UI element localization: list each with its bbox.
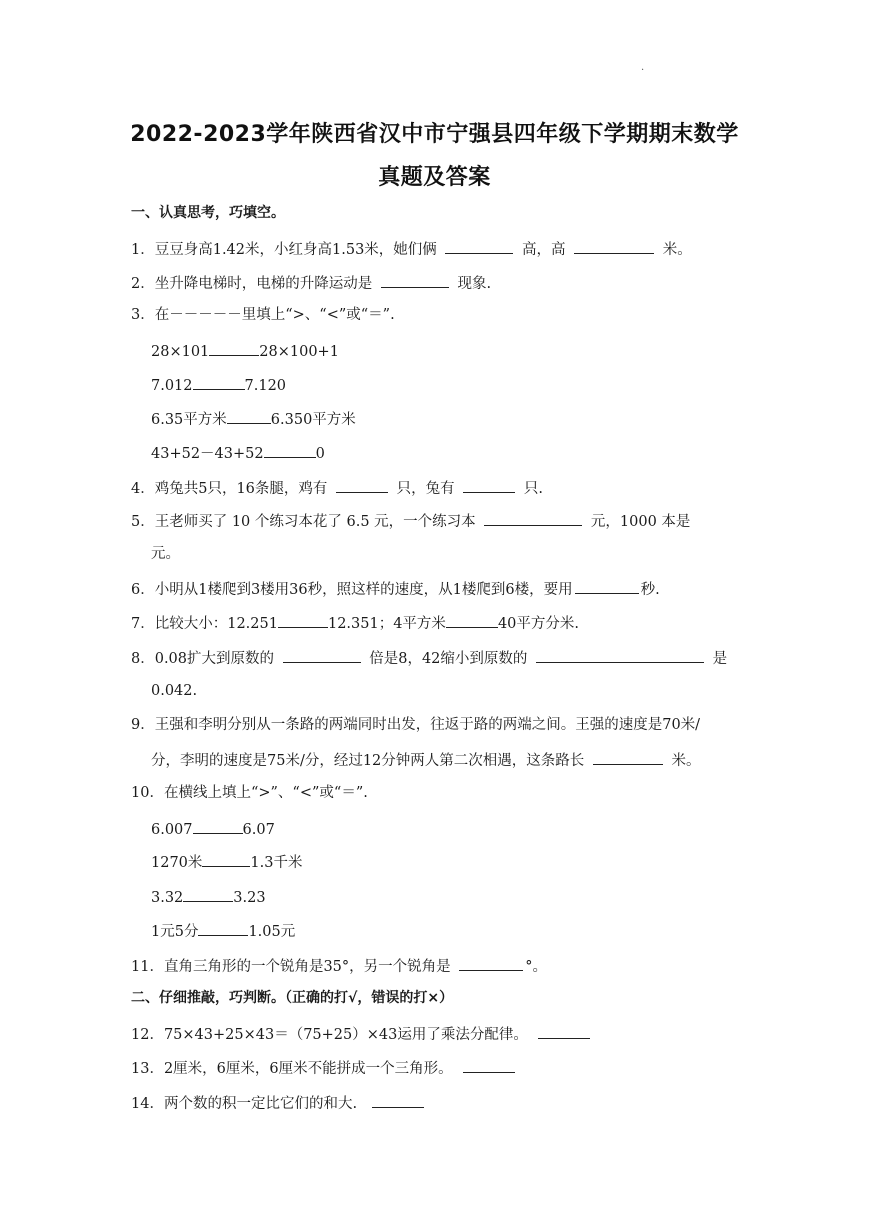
question-13 (131, 1057, 515, 1079)
question-9-cont (151, 749, 701, 771)
q9-text-b: 分，李明的速度是75米/分，经过12分钟两人第二次相遇，这条路长 (151, 753, 585, 769)
q5-text-b: 元，1000 本是 (590, 514, 691, 530)
q3-r3-blank[interactable] (227, 408, 271, 424)
q12-text-a: 12．75×43+25×43＝（75+25）×43运用了乘法分配律。 (131, 1027, 528, 1043)
q11-text-b: °。 (525, 959, 548, 975)
q8-text-b: 倍是8，42缩小到原数的 (369, 651, 528, 667)
question-14 (131, 1092, 424, 1114)
section-heading-1: 一、认真思考，巧填空。 (131, 205, 285, 221)
page-title-line-1: 2022-2023学年陕西省汉中市宁强县四年级下学期期末数学 (130, 122, 739, 147)
q3-r1-right: 28×100+1 (259, 344, 339, 360)
question-8 (131, 647, 727, 669)
q10-r4-right: 1.05元 (248, 924, 296, 940)
question-8-cont: 0.042. (151, 683, 198, 699)
q3-r1-blank[interactable] (209, 340, 259, 356)
question-5-cont: 元。 (151, 546, 180, 562)
q3-row-3 (151, 408, 356, 430)
page-dot: . (641, 62, 645, 73)
q1-text-c: 米。 (662, 242, 692, 258)
q1-text-b: 高，高 (522, 242, 566, 258)
q10-r1-right: 6.07 (242, 822, 275, 838)
q8-text-c: 是 (712, 651, 728, 667)
q8-blank-1[interactable] (283, 647, 361, 663)
question-3: 3．在－－－－－里填上“>、“<”或“＝”. (131, 307, 395, 323)
question-4 (131, 477, 543, 499)
q6-text-a: 6．小明从1楼爬到3楼用36秒，照这样的速度，从1楼爬到6楼，要用 (131, 582, 573, 598)
question-2 (131, 272, 491, 294)
q7-text-a: 7．比较大小：12.251 (131, 616, 278, 632)
q10-r2-left: 1270米 (151, 855, 203, 871)
q3-r3-right: 6.350平方米 (270, 412, 356, 428)
section-heading-2: 二、仔细推敲，巧判断。（正确的打√，错误的打×） (131, 990, 454, 1006)
q13-blank-1[interactable] (463, 1057, 515, 1073)
question-5 (131, 510, 690, 532)
q1-text-a: 1．豆豆身高1.42米，小红身高1.53米，她们俩 (131, 242, 437, 258)
q10-row-2 (151, 851, 302, 873)
q3-r2-blank[interactable] (193, 374, 245, 390)
q3-row-1 (151, 340, 339, 362)
q8-blank-2[interactable] (536, 647, 704, 663)
q5-blank-1[interactable] (484, 510, 582, 526)
q6-text-b: 秒. (640, 582, 660, 598)
q14-blank-1[interactable] (372, 1092, 424, 1108)
q10-r1-blank[interactable] (193, 818, 243, 834)
q11-text-a: 11．直角三角形的一个锐角是35°，另一个锐角是 (131, 959, 451, 975)
q3-r1-left: 28×101 (151, 344, 210, 360)
q10-row-4 (151, 920, 295, 942)
q4-text-a: 4．鸡兔共5只，16条腿，鸡有 (131, 481, 328, 497)
q3-r3-left: 6.35平方米 (151, 412, 227, 428)
q4-blank-1[interactable] (336, 477, 388, 493)
q3-r2-right: 7.120 (244, 378, 287, 394)
q7-text-b: 12.351；4平方米 (327, 616, 446, 632)
q2-text-b: 现象. (457, 276, 492, 292)
q10-r1-left: 6.007 (151, 822, 193, 838)
q3-r4-right: 0 (315, 446, 325, 462)
q10-row-3 (151, 886, 266, 908)
q3-r2-left: 7.012 (151, 378, 193, 394)
q2-text-a: 2．坐升降电梯时，电梯的升降运动是 (131, 276, 373, 292)
q10-r4-left: 1元5分 (151, 924, 199, 940)
q1-blank-1[interactable] (445, 238, 513, 254)
q8-text-a: 8．0.08扩大到原数的 (131, 651, 275, 667)
question-9: 9．王强和李明分别从一条路的两端同时出发，往返于路的两端之间。王强的速度是70米/ (131, 717, 701, 733)
page-title-line-2: 真题及答案 (378, 165, 491, 190)
q14-text-a: 14．两个数的积一定比它们的和大. (131, 1096, 358, 1112)
question-10: 10．在横线上填上“>”、“<”或“＝”. (131, 785, 368, 801)
q2-blank-1[interactable] (381, 272, 449, 288)
q4-blank-2[interactable] (463, 477, 515, 493)
q9-blank-1[interactable] (593, 749, 663, 765)
q10-r2-right: 1.3千米 (250, 855, 303, 871)
q9-text-c: 米。 (671, 753, 701, 769)
q13-text-a: 13．2厘米，6厘米，6厘米不能拼成一个三角形。 (131, 1061, 453, 1077)
q10-r3-left: 3.32 (151, 890, 184, 906)
question-7 (131, 612, 579, 634)
q12-blank-1[interactable] (538, 1023, 590, 1039)
q7-text-c: 40平方分米. (497, 616, 579, 632)
q7-blank-1[interactable] (278, 612, 328, 628)
question-11 (131, 955, 547, 977)
q11-blank-1[interactable] (459, 955, 523, 971)
q3-r4-left: 43+52－43+52 (151, 446, 264, 462)
q4-text-c: 只. (523, 481, 543, 497)
q3-row-2 (151, 374, 286, 396)
question-12 (131, 1023, 590, 1045)
q10-r4-blank[interactable] (198, 920, 248, 936)
q10-row-1 (151, 818, 275, 840)
q5-text-a: 5．王老师买了 10 个练习本花了 6.5 元，一个练习本 (131, 514, 476, 530)
q3-row-4 (151, 442, 325, 464)
question-1 (131, 238, 692, 260)
question-6 (131, 578, 660, 600)
q4-text-b: 只，兔有 (396, 481, 455, 497)
q10-r3-right: 3.23 (233, 890, 266, 906)
q6-blank-1[interactable] (575, 578, 639, 594)
q7-blank-2[interactable] (446, 612, 498, 628)
q10-r3-blank[interactable] (183, 886, 233, 902)
q3-r4-blank[interactable] (264, 442, 316, 458)
q10-r2-blank[interactable] (202, 851, 250, 867)
q1-blank-2[interactable] (574, 238, 654, 254)
